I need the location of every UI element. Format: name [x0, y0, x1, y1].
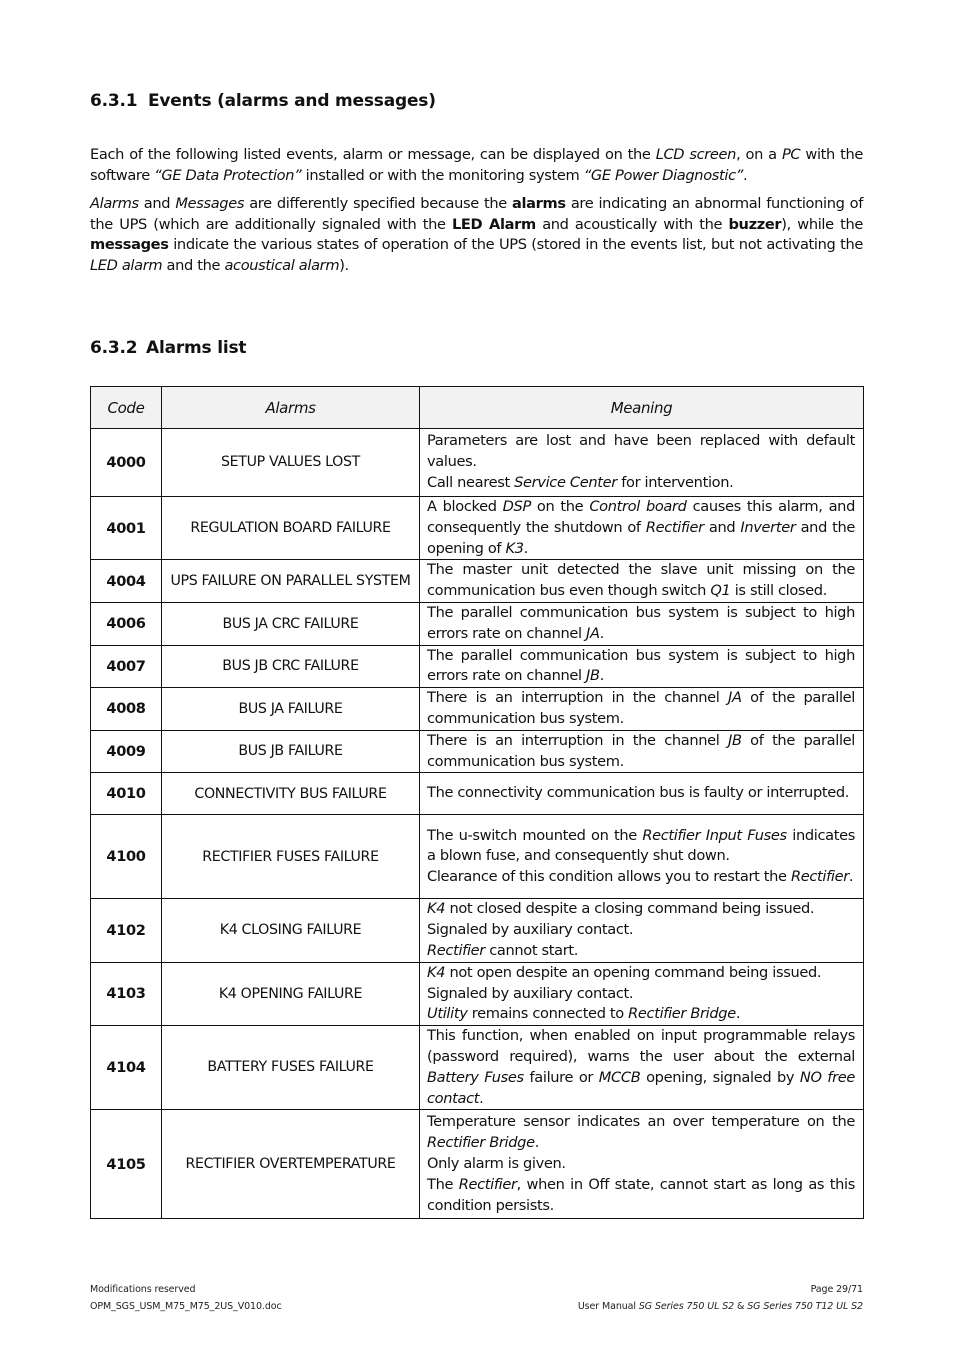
table-row [91, 497, 864, 560]
text-run: buzzer [728, 215, 782, 233]
text-run: causes this alarm, and consequently the shutdown of [427, 498, 855, 536]
alarm-code-cell: 4009 [91, 730, 162, 773]
text-run: There is an interruption in the channel [427, 689, 729, 707]
alarm-meaning-cell [420, 688, 864, 731]
alarm-name-cell: K4 CLOSING FAILURE [162, 899, 420, 962]
table-row [91, 773, 864, 815]
section-number: 6.3.2 [90, 338, 138, 358]
alarm-meaning-cell [420, 1026, 864, 1110]
text-run: with the software [90, 146, 864, 184]
text-run: and [138, 195, 176, 212]
text-run: The parallel communication bus system is subject to high errors rate on channel [427, 646, 855, 685]
text-run: Rectifier Bridge [427, 1134, 535, 1152]
table-row [91, 602, 864, 645]
text-run: JA [586, 624, 600, 642]
text-run: Service Center [514, 473, 617, 491]
table-row [91, 560, 864, 603]
table-row [91, 899, 864, 962]
text-run: . [848, 868, 854, 886]
text-run: not open despite an opening command being issued. [445, 963, 822, 981]
text-run: NO free contact [427, 1068, 855, 1107]
text-run: Q1 [710, 582, 731, 600]
alarm-meaning-cell [420, 560, 864, 603]
alarm-name-cell: BUS JA FAILURE [162, 688, 420, 731]
text-run: , when in Off state, cannot start as long as this condition persists. [427, 1175, 855, 1214]
section-title: Alarms list [146, 338, 247, 358]
text-run: Rectifier [458, 1175, 517, 1193]
alarm-name-cell: BUS JA CRC FAILURE [162, 602, 420, 645]
text-run: of the parallel communication bus system. [427, 689, 855, 727]
text-run: Signaled by auxiliary contact. [427, 921, 634, 939]
table-row [91, 1110, 864, 1219]
table-row [91, 688, 864, 731]
text-run: “GE Data Protection” [154, 166, 302, 184]
alarm-code-cell: 4010 [91, 773, 162, 815]
alarm-meaning-cell [420, 497, 864, 560]
alarm-name-cell: UPS FAILURE ON PARALLEL SYSTEM [162, 560, 420, 603]
text-run: The u-switch mounted on the [427, 826, 643, 844]
text-run: Signaled by auxiliary contact. [427, 984, 634, 1002]
column-header-alarms: Alarms [162, 387, 420, 429]
text-run: are differently specified because the [244, 195, 513, 212]
section-number: 6.3.1 [90, 91, 138, 111]
alarm-name-cell: BUS JB CRC FAILURE [162, 645, 420, 688]
alarm-name-cell: RECTIFIER FUSES FAILURE [162, 815, 420, 899]
text-run: PC [781, 146, 801, 163]
text-run: ). [339, 256, 349, 274]
text-run: SG Series 750 T12 UL S2 [747, 1301, 863, 1312]
text-run: for intervention. [616, 473, 734, 491]
text-run: . [735, 1005, 741, 1023]
text-run: on the [530, 498, 590, 515]
table-row [91, 429, 864, 497]
text-run: LED Alarm [451, 215, 536, 233]
alarm-code-cell: 4001 [91, 497, 162, 560]
text-run: Control board [589, 498, 687, 515]
text-run: . [523, 539, 528, 557]
alarm-name-cell: BATTERY FUSES FAILURE [162, 1026, 420, 1110]
alarm-code-cell: 4102 [91, 899, 162, 962]
alarm-code-cell: 4103 [91, 962, 162, 1025]
text-run: “GE Power Diagnostic” [583, 166, 743, 184]
text-run: opening, signaled by [640, 1068, 800, 1086]
text-run: Parameters are lost and have been replaced with default values. [427, 432, 855, 471]
alarm-meaning-cell [420, 645, 864, 688]
text-run: Rectifier [427, 941, 485, 959]
text-run: Inverter [740, 518, 796, 536]
text-run: messages [90, 236, 169, 253]
alarms-table [90, 386, 864, 1219]
alarm-code-cell: 4105 [91, 1110, 162, 1219]
text-run: The [427, 1175, 459, 1193]
column-header-meaning: Meaning [420, 387, 864, 429]
text-run: is still closed. [730, 582, 828, 600]
alarm-meaning-cell [420, 730, 864, 773]
text-run: A blocked [427, 498, 503, 515]
text-run: LED alarm [90, 256, 163, 274]
text-run: There is an interruption in the channel [427, 731, 729, 749]
alarm-name-cell: RECTIFIER OVERTEMPERATURE [162, 1110, 420, 1219]
text-run: and acoustically with the [535, 215, 729, 233]
alarm-code-cell: 4104 [91, 1026, 162, 1110]
text-run: Rectifier [790, 868, 849, 886]
alarm-name-cell: CONNECTIVITY BUS FAILURE [162, 773, 420, 815]
text-run: Alarms [90, 195, 139, 212]
alarm-meaning-cell [420, 962, 864, 1025]
text-run: . [479, 1089, 484, 1107]
text-run: Each of the following listed events, alarm or message, can be displayed on the [90, 146, 656, 163]
alarm-name-cell: SETUP VALUES LOST [162, 429, 420, 497]
text-run: . [599, 624, 604, 642]
intro-paragraph [90, 145, 863, 186]
alarms-table-body [91, 429, 864, 1219]
footer-page-number: Page 29/71 [810, 1284, 863, 1295]
text-run: indicates a blown fuse, and consequently shut down. [427, 826, 855, 865]
text-run: and the opening of [427, 518, 856, 557]
alarm-meaning-cell [420, 815, 864, 899]
text-run: of the parallel communication bus system. [427, 731, 855, 770]
footer-manual-title [578, 1301, 863, 1312]
text-run: This function, when enabled on input programmable relays (password required), warns the user about the external [427, 1027, 855, 1065]
alarm-code-cell: 4000 [91, 429, 162, 497]
text-run: K4 [427, 900, 446, 918]
text-run: and the [162, 256, 225, 274]
table-row [91, 1026, 864, 1110]
text-run: K3 [505, 539, 524, 557]
text-run: , on a [736, 146, 782, 163]
text-run: ), while the [781, 215, 863, 233]
text-run: MCCB [598, 1068, 641, 1086]
footer-document-file: OPM_SGS_USM_M75_M75_2US_V010.doc [90, 1301, 282, 1312]
table-row [91, 962, 864, 1025]
alarm-code-cell: 4006 [91, 602, 162, 645]
alarm-name-cell: REGULATION BOARD FAILURE [162, 497, 420, 560]
text-run: installed or with the monitoring system [301, 166, 584, 184]
text-run: The master unit detected the slave unit missing on the communication bus even though switch [427, 561, 855, 600]
text-run: indicate the various states of operation of the UPS (stored in the events list, but not activating the [168, 236, 863, 253]
text-run: Only alarm is given. [427, 1154, 566, 1172]
text-run: . [534, 1134, 539, 1152]
text-run: Battery Fuses [427, 1068, 524, 1086]
alarm-meaning-cell [420, 602, 864, 645]
text-run: JB [586, 667, 600, 685]
section-heading-alarms-list [90, 338, 246, 358]
text-run: . [743, 166, 748, 184]
alarm-name-cell: K4 OPENING FAILURE [162, 962, 420, 1025]
text-run: & [734, 1301, 748, 1312]
text-run: failure or [523, 1068, 599, 1086]
section-heading-events [90, 91, 436, 111]
text-run: and [703, 518, 741, 536]
alarm-meaning-cell [420, 429, 864, 497]
footer-modifications: Modifications reserved [90, 1284, 196, 1295]
column-header-code: Code [91, 387, 162, 429]
text-run: Rectifier [645, 518, 704, 536]
table-row [91, 730, 864, 773]
table-row [91, 645, 864, 688]
alarm-code-cell: 4100 [91, 815, 162, 899]
text-run: . [599, 667, 604, 685]
text-run: User Manual [577, 1301, 639, 1312]
text-run: The parallel communication bus system is subject to high errors rate on channel [427, 603, 855, 642]
alarm-code-cell: 4007 [91, 645, 162, 688]
section-title: Events (alarms and messages) [148, 91, 436, 111]
text-run: Messages [175, 195, 245, 212]
text-run: Call nearest [427, 473, 515, 491]
text-run: SG Series 750 UL S2 [638, 1301, 735, 1312]
table-header-row [91, 387, 864, 429]
text-run: K4 [427, 963, 446, 981]
text-run: LCD screen [655, 146, 737, 163]
text-run: Rectifier Bridge [628, 1005, 736, 1023]
text-run: JB [728, 731, 742, 749]
alarm-code-cell: 4008 [91, 688, 162, 731]
text-run: JA [728, 689, 742, 707]
text-run: DSP [502, 498, 531, 515]
text-run: The connectivity communication bus is faulty or interrupted. [427, 784, 850, 802]
text-run: Clearance of this condition allows you to restart the [427, 868, 791, 886]
text-run: not closed despite a closing command being issued. [445, 900, 815, 918]
alarms-messages-paragraph [90, 194, 863, 276]
alarm-meaning-cell [420, 1110, 864, 1219]
text-run: Utility [427, 1005, 468, 1023]
text-run: are indicating an abnormal functioning of the UPS (which are additionally signaled with the [90, 195, 864, 233]
text-run: acoustical alarm [224, 256, 340, 274]
text-run: Temperature sensor indicates an over temperature on the [427, 1113, 855, 1131]
alarm-name-cell: BUS JB FAILURE [162, 730, 420, 773]
table-row [91, 815, 864, 899]
text-run: Rectifier Input Fuses [642, 826, 787, 844]
alarm-meaning-cell [420, 773, 864, 815]
alarm-meaning-cell [420, 899, 864, 962]
text-run: alarms [512, 195, 566, 212]
text-run: remains connected to [467, 1005, 629, 1023]
text-run: cannot start. [484, 941, 579, 959]
alarm-code-cell: 4004 [91, 560, 162, 603]
